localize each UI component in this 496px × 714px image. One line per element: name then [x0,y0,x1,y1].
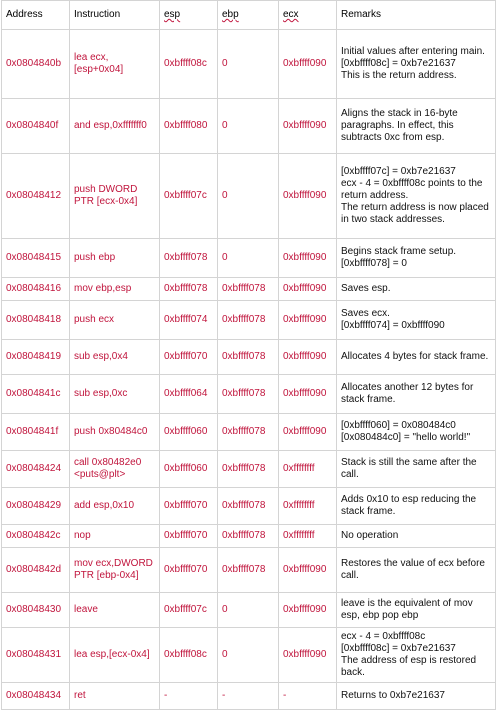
table-row [2,99,496,154]
cell-remarks: Allocates 4 bytes for stack frame. [337,340,496,375]
cell-address: 0x08048429 [2,488,70,525]
cell-ecx: - [279,683,337,710]
cell-ecx: 0xbffff090 [279,414,337,451]
cell-ebp: 0xbffff078 [218,525,279,548]
cell-remarks: Stack is still the same after the call. [337,451,496,488]
cell-address: 0x08048416 [2,278,70,301]
cell-address: 0x0804840f [2,99,70,154]
cell-instruction: sub esp,0xc [70,375,160,414]
cell-ecx: 0xbffff090 [279,154,337,239]
header-ecx: ecx [279,1,337,30]
table-row [2,414,496,451]
cell-instruction: mov ecx,DWORD PTR [ebp-0x4] [70,548,160,593]
cell-address: 0x08048424 [2,451,70,488]
header-remarks: Remarks [337,1,496,30]
header-instruction: Instruction [70,1,160,30]
cell-remarks: Restores the value of ecx before call. [337,548,496,593]
cell-instruction: nop [70,525,160,548]
cell-instruction: and esp,0xfffffff0 [70,99,160,154]
cell-ebp: 0 [218,593,279,628]
cell-address: 0x0804841c [2,375,70,414]
cell-ecx: 0xffffffff [279,488,337,525]
cell-ecx: 0xbffff090 [279,301,337,340]
cell-remarks: Initial values after entering main. [0xbffff08c] = 0xb7e21637 This is the return address. [337,30,496,99]
cell-remarks: Saves esp. [337,278,496,301]
cell-esp: 0xbffff08c [160,30,218,99]
cell-esp: 0xbffff078 [160,239,218,278]
cell-ebp: 0xbffff078 [218,340,279,375]
cell-address: 0x08048431 [2,628,70,683]
cell-remarks: leave is the equivalent of mov esp, ebp pop ebp [337,593,496,628]
table-row [2,525,496,548]
cell-remarks: Aligns the stack in 16-byte paragraphs. In effect, this subtracts 0xc from esp. [337,99,496,154]
table-row [2,278,496,301]
cell-address: 0x08048415 [2,239,70,278]
cell-instruction: push ebp [70,239,160,278]
cell-address: 0x0804841f [2,414,70,451]
cell-address: 0x08048419 [2,340,70,375]
cell-remarks: No operation [337,525,496,548]
table-row [2,30,496,99]
header-row [2,1,496,30]
cell-address: 0x08048430 [2,593,70,628]
table-row [2,683,496,710]
cell-remarks: [0xbffff060] = 0x080484c0 [0x080484c0] = "hello world!" [337,414,496,451]
cell-esp: 0xbffff060 [160,414,218,451]
cell-instruction: push 0x80484c0 [70,414,160,451]
table-row [2,301,496,340]
table-row [2,488,496,525]
cell-ecx: 0xbffff090 [279,30,337,99]
cell-instruction: push ecx [70,301,160,340]
cell-ecx: 0xffffffff [279,525,337,548]
cell-remarks: Begins stack frame setup. [0xbffff078] = 0 [337,239,496,278]
cell-ecx: 0xbffff090 [279,593,337,628]
cell-instruction: ret [70,683,160,710]
table-row [2,548,496,593]
cell-esp: 0xbffff070 [160,525,218,548]
cell-address: 0x08048434 [2,683,70,710]
cell-instruction: leave [70,593,160,628]
cell-ebp: - [218,683,279,710]
table-row [2,593,496,628]
cell-ecx: 0xbffff090 [279,239,337,278]
cell-ebp: 0 [218,99,279,154]
cell-ecx: 0xbffff090 [279,628,337,683]
cell-address: 0x0804842d [2,548,70,593]
table-row [2,239,496,278]
table-row [2,375,496,414]
cell-esp: 0xbffff078 [160,278,218,301]
cell-esp: 0xbffff07c [160,593,218,628]
cell-esp: 0xbffff070 [160,340,218,375]
cell-ebp: 0xbffff078 [218,451,279,488]
cell-esp: 0xbffff064 [160,375,218,414]
cell-instruction: lea ecx,[esp+0x04] [70,30,160,99]
cell-instruction: sub esp,0x4 [70,340,160,375]
cell-remarks: Adds 0x10 to esp reducing the stack frame. [337,488,496,525]
table-row [2,451,496,488]
table-row [2,154,496,239]
cell-address: 0x0804840b [2,30,70,99]
cell-esp: 0xbffff080 [160,99,218,154]
cell-instruction: lea esp,[ecx-0x4] [70,628,160,683]
table-row [2,340,496,375]
cell-instruction: push DWORD PTR [ecx-0x4] [70,154,160,239]
cell-instruction: mov ebp,esp [70,278,160,301]
cell-esp: 0xbffff070 [160,488,218,525]
cell-esp: 0xbffff060 [160,451,218,488]
cell-ecx: 0xbffff090 [279,99,337,154]
cell-esp: 0xbffff07c [160,154,218,239]
header-ebp: ebp [218,1,279,30]
cell-ecx: 0xbffff090 [279,278,337,301]
cell-remarks: Saves ecx. [0xbffff074] = 0xbffff090 [337,301,496,340]
cell-ebp: 0 [218,154,279,239]
cell-ebp: 0xbffff078 [218,375,279,414]
cell-ecx: 0xbffff090 [279,375,337,414]
cell-remarks: Returns to 0xb7e21637 [337,683,496,710]
header-address: Address [2,1,70,30]
table-row [2,628,496,683]
cell-address: 0x0804842c [2,525,70,548]
cell-remarks: [0xbffff07c] = 0xb7e21637 ecx - 4 = 0xbffff08c points to the return address. The return address is now placed in two stack addresses. [337,154,496,239]
cell-esp: 0xbffff070 [160,548,218,593]
cell-ebp: 0 [218,239,279,278]
cell-ebp: 0 [218,30,279,99]
cell-ebp: 0xbffff078 [218,488,279,525]
cell-esp: 0xbffff08c [160,628,218,683]
cell-ecx: 0xbffff090 [279,340,337,375]
cell-ebp: 0xbffff078 [218,414,279,451]
cell-remarks: ecx - 4 = 0xbffff08c [0xbffff08c] = 0xb7e21637 The address of esp is restored back. [337,628,496,683]
cell-ecx: 0xbffff090 [279,548,337,593]
cell-address: 0x08048418 [2,301,70,340]
cell-ecx: 0xffffffff [279,451,337,488]
header-esp: esp [160,1,218,30]
cell-address: 0x08048412 [2,154,70,239]
cell-instruction: call 0x80482e0 <puts@plt> [70,451,160,488]
cell-ebp: 0 [218,628,279,683]
cell-ebp: 0xbffff078 [218,548,279,593]
cell-ebp: 0xbffff078 [218,278,279,301]
cell-instruction: add esp,0x10 [70,488,160,525]
cell-esp: - [160,683,218,710]
cell-remarks: Allocates another 12 bytes for stack frame. [337,375,496,414]
cell-esp: 0xbffff074 [160,301,218,340]
register-trace-table [1,0,496,710]
cell-ebp: 0xbffff078 [218,301,279,340]
